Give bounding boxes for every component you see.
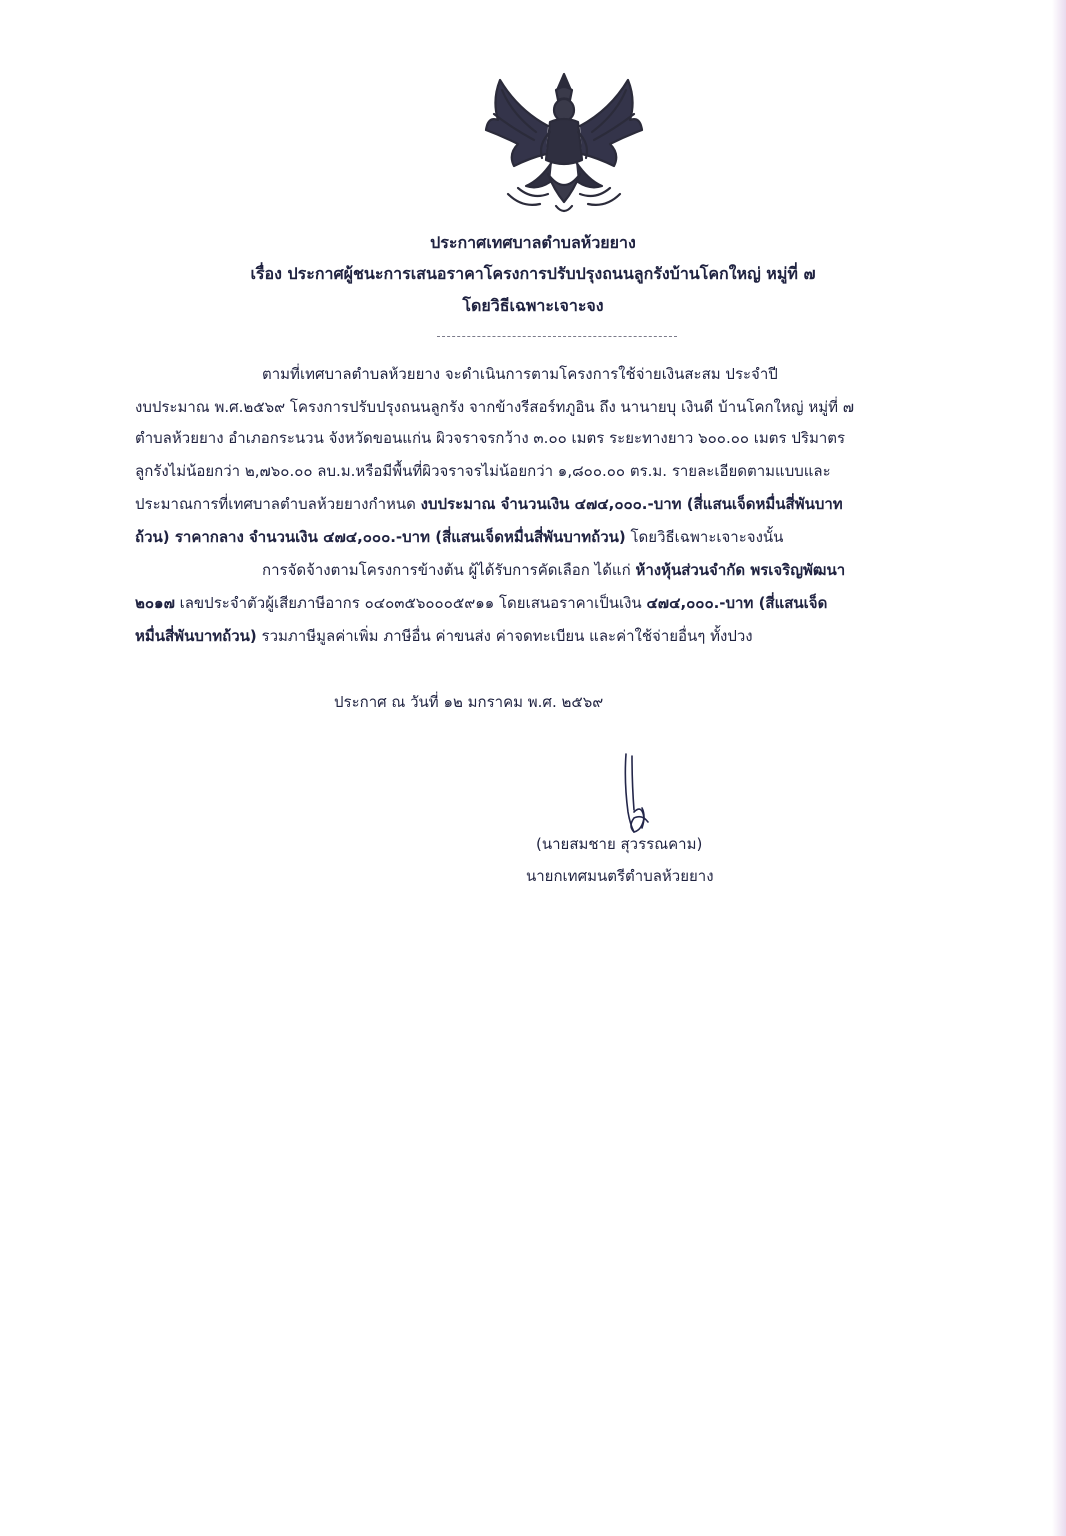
signer-name: (นายสมชาย สุวรรณคาม): [536, 835, 703, 853]
paragraph-1-line-6: [135, 527, 783, 547]
announcement-title: ประกาศเทศบาลตำบลห้วยยาง: [430, 233, 636, 252]
budget-amount-text: งบประมาณ จำนวนเงิน ๔๗๔,๐๐๐.-บาท (สี่แสนเจ็ดหมื่นสี่พันบาท: [420, 495, 843, 513]
taxpayer-id-text: เลขประจำตัวผู้เสียภาษีอากร ๐๔๐๓๕๖๐๐๐๕๙๑๑ โดยเสนอราคาเป็นเงิน: [174, 594, 647, 612]
paragraph-1-line-1: ตามที่เทศบาลตำบลห้วยยาง จะดำเนินการตามโครงการใช้จ่ายเงินสะสม ประจำปี: [262, 365, 778, 383]
paragraph-1-line-5-text: ประมาณการที่เทศบาลตำบลห้วยยางกำหนด: [135, 495, 421, 513]
paragraph-1-line-6-text: โดยวิธีเฉพาะเจาะจงนั้น: [625, 528, 784, 546]
median-price-text: ถ้วน) ราคากลาง จำนวนเงิน ๔๗๔,๐๐๐.-บาท (สี่แสนเจ็ดหมื่นสี่พันบาทถ้วน): [135, 528, 626, 546]
paragraph-1-line-4: ลูกรังไม่น้อยกว่า ๒,๗๖๐.๐๐ ลบ.ม.หรือมีพื้นที่ผิวจราจรไม่น้อยกว่า ๑,๘๐๐.๐๐ ตร.ม. รายละเอียดตามแบบและ: [135, 462, 831, 480]
garuda-emblem-icon: [478, 70, 650, 220]
paragraph-1-line-5: [135, 494, 843, 514]
paragraph-2-line-3-text: รวมภาษีมูลค่าเพิ่ม ภาษีอื่น ค่าขนส่ง ค่าจดทะเบียน และค่าใช้จ่ายอื่นๆ ทั้งปวง: [256, 627, 753, 645]
paragraph-2-line-1-text: การจัดจ้างตามโครงการข้างต้น ผู้ได้รับการคัดเลือก ได้แก่: [262, 561, 636, 579]
announcement-method: โดยวิธีเฉพาะเจาะจง: [462, 296, 604, 315]
winner-name-text: ห้างหุ้นส่วนจำกัด พรเจริญพัฒนา: [635, 561, 846, 579]
paragraph-1-line-2: งบประมาณ พ.ศ.๒๕๖๙ โครงการปรับปรุงถนนลูกรัง จากข้างรีสอร์ทภูอิน ถึง นานายบุ เงินดี บ้านโคกใหญ่ หมู่ที่ ๗: [135, 398, 855, 416]
bid-amount-text: ๔๗๔,๐๐๐.-บาท (สี่แสนเจ็ด: [646, 594, 828, 612]
winner-name-suffix: ๒๐๑๗: [135, 594, 175, 612]
paragraph-2-line-3: [135, 626, 753, 646]
announcement-subject: เรื่อง ประกาศผู้ชนะการเสนอราคาโครงการปรับปรุงถนนลูกรังบ้านโคกใหญ่ หมู่ที่ ๗: [250, 264, 816, 283]
signer-position: นายกเทศมนตรีตำบลห้วยยาง: [526, 867, 714, 885]
announcement-date: ประกาศ ณ วันที่ ๑๒ มกราคม พ.ศ. ๒๕๖๙: [334, 693, 604, 711]
handwritten-signature: [612, 752, 662, 842]
header-divider: [437, 336, 677, 337]
paragraph-2-line-1: [262, 560, 845, 580]
paragraph-1-line-3: ตำบลห้วยยาง อำเภอกระนวน จังหวัดขอนแก่น ผิวจราจรกว้าง ๓.๐๐ เมตร ระยะทางยาว ๖๐๐.๐๐ เมตร ปริมาตร: [135, 429, 846, 447]
bid-amount-words: หมื่นสี่พันบาทถ้วน): [135, 627, 257, 645]
paragraph-2-line-2: [135, 593, 827, 613]
